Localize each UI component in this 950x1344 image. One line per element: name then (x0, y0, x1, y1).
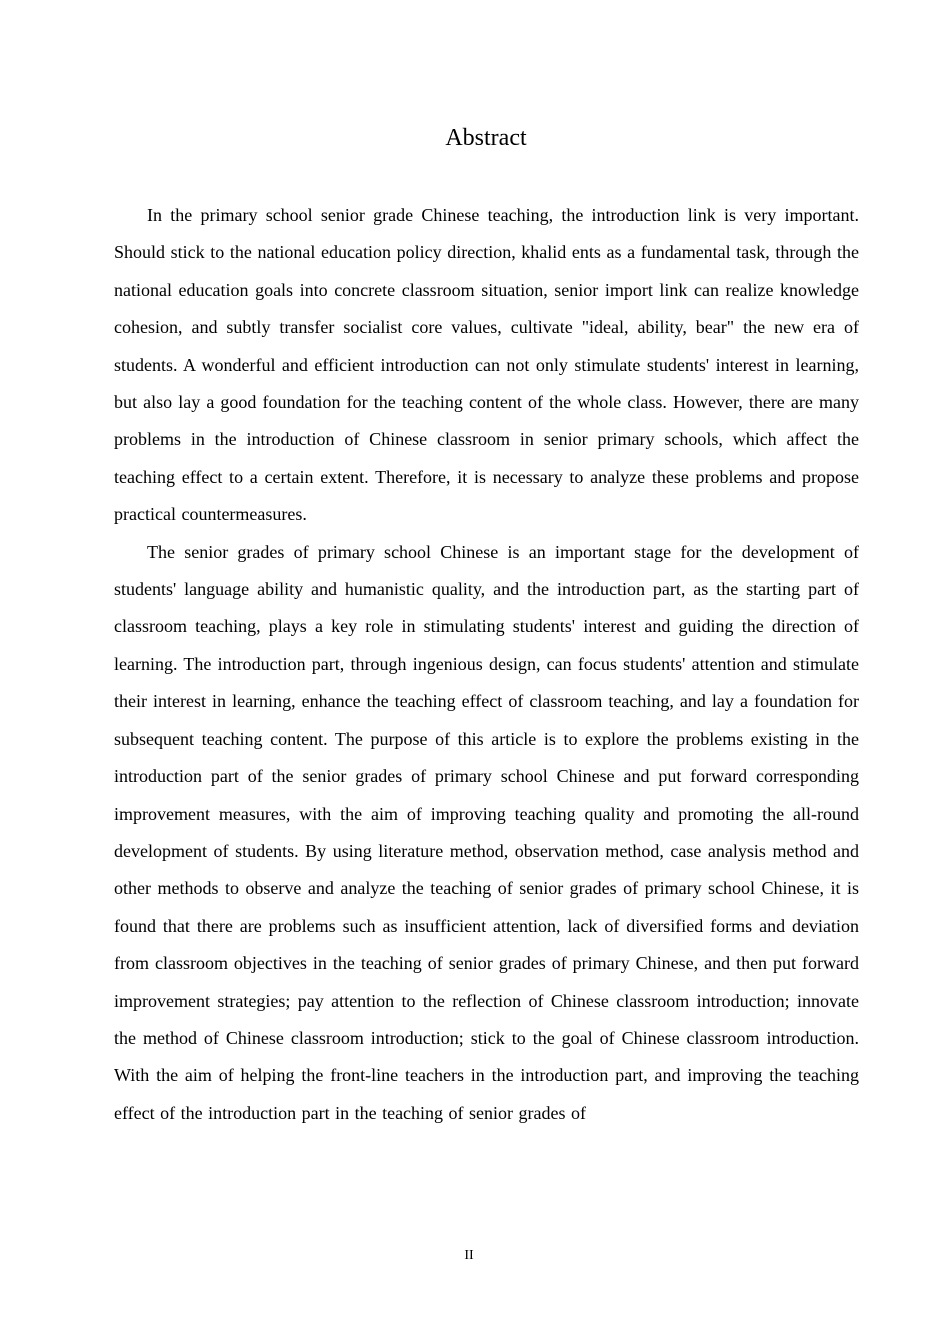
page-number: II (464, 1248, 474, 1263)
page-title: Abstract (445, 125, 527, 151)
abstract-body (114, 197, 859, 1132)
abstract-paragraph-1: In the primary school senior grade Chinese teaching, the introduction link is very important. Should stick to the national education policy direction, khalid ents as a fundamental task, through the national education goals into concrete classroom situation, senior import link can realize knowledge cohesion, and subtly transfer socialist core values, cultivate "ideal, ability, bear" the new era of students. A wonderful and efficient introduction can not only stimulate students' interest in learning, but also lay a good foundation for the teaching content of the whole class. However, there are many problems in the introduction of Chinese classroom in senior primary schools, which affect the teaching effect to a certain extent. Therefore, it is necessary to analyze these problems and propose practical countermeasures. (114, 205, 859, 525)
abstract-paragraph-2: The senior grades of primary school Chinese is an important stage for the development of students' language ability and humanistic quality, and the introduction part, as the starting part of classroom teaching, plays a key role in stimulating students' interest and guiding the direction of learning. The introduction part, through ingenious design, can focus students' attention and stimulate their interest in learning, enhance the teaching effect of classroom teaching, and lay a foundation for subsequent teaching content. The purpose of this article is to explore the problems existing in the introduction part of the senior grades of primary school Chinese and put forward corresponding improvement measures, with the aim of improving teaching quality and promoting the all-round development of students. By using literature method, observation method, case analysis method and other methods to observe and analyze the teaching of senior grades of primary school Chinese, it is found that there are problems such as insufficient attention, lack of diversified forms and deviation from classroom objectives in the teaching of senior grades of primary Chinese, and then put forward improvement strategies; pay attention to the reflection of Chinese classroom introduction; innovate the method of Chinese classroom introduction; stick to the goal of Chinese classroom introduction. With the aim of helping the front-line teachers in the introduction part, and improving the teaching effect of the introduction part in the teaching of senior grades of (114, 541, 859, 1123)
